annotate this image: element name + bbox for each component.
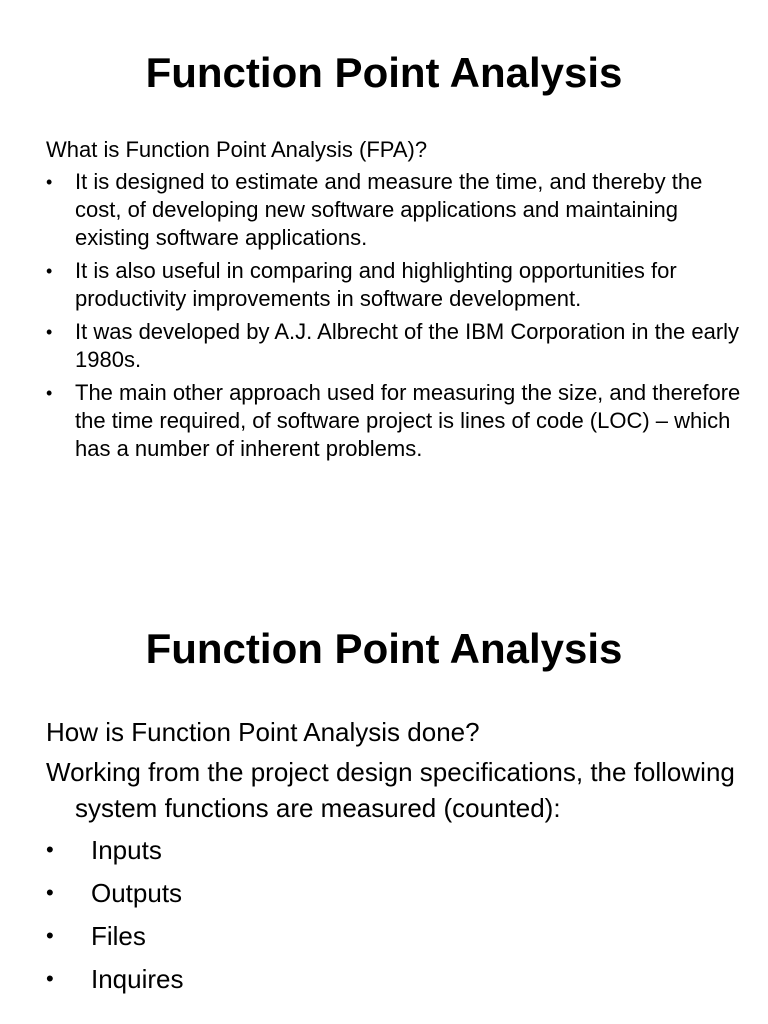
slide-1-title: Function Point Analysis xyxy=(145,49,623,96)
list-item-text: Inputs xyxy=(91,835,162,865)
list-item-text: The main other approach used for measuring the size, and therefore the time required, of software project is lines of code (LOC) – which has a number of inherent problems. xyxy=(75,380,741,461)
bullet-icon: • xyxy=(46,966,54,991)
list-item xyxy=(46,961,746,1004)
slide-2-intro: Working from the project design specifications, the following system functions are measured (counted): xyxy=(46,757,735,823)
bullet-icon: • xyxy=(46,837,54,862)
bullet-icon: • xyxy=(46,880,54,905)
list-item xyxy=(46,918,746,961)
list-item-text: It was developed by A.J. Albrecht of the IBM Corporation in the early 1980s. xyxy=(75,319,740,372)
list-item-text: Outputs xyxy=(91,878,183,908)
slide-1-body xyxy=(46,136,746,468)
slide-1-bullet-list xyxy=(46,168,746,463)
bullet-icon: • xyxy=(46,261,53,281)
list-item-text: It is designed to estimate and measure the time, and thereby the cost, of developing new software applications and maintaining existing software applications. xyxy=(75,169,703,250)
slide-2-bullet-list xyxy=(46,832,746,1004)
slide-1-question: What is Function Point Analysis (FPA)? xyxy=(46,137,428,162)
list-item-text: It is also useful in comparing and highlighting opportunities for productivity improvements in software development. xyxy=(75,258,677,311)
bullet-icon: • xyxy=(46,322,53,342)
list-item xyxy=(46,875,746,918)
slide-2-question: How is Function Point Analysis done? xyxy=(46,717,480,747)
list-item xyxy=(46,257,746,313)
bullet-icon: • xyxy=(46,923,54,948)
list-item xyxy=(46,832,746,875)
list-item xyxy=(46,379,746,463)
list-item-text: Files xyxy=(91,921,146,951)
bullet-icon: • xyxy=(46,172,53,192)
bullet-icon: • xyxy=(46,383,53,403)
list-item xyxy=(46,318,746,374)
list-item xyxy=(46,168,746,252)
slide-2-title: Function Point Analysis xyxy=(145,625,623,672)
slide-2-body xyxy=(46,714,746,1004)
slide-2 xyxy=(0,576,768,1024)
list-item-text: Inquires xyxy=(91,964,184,994)
